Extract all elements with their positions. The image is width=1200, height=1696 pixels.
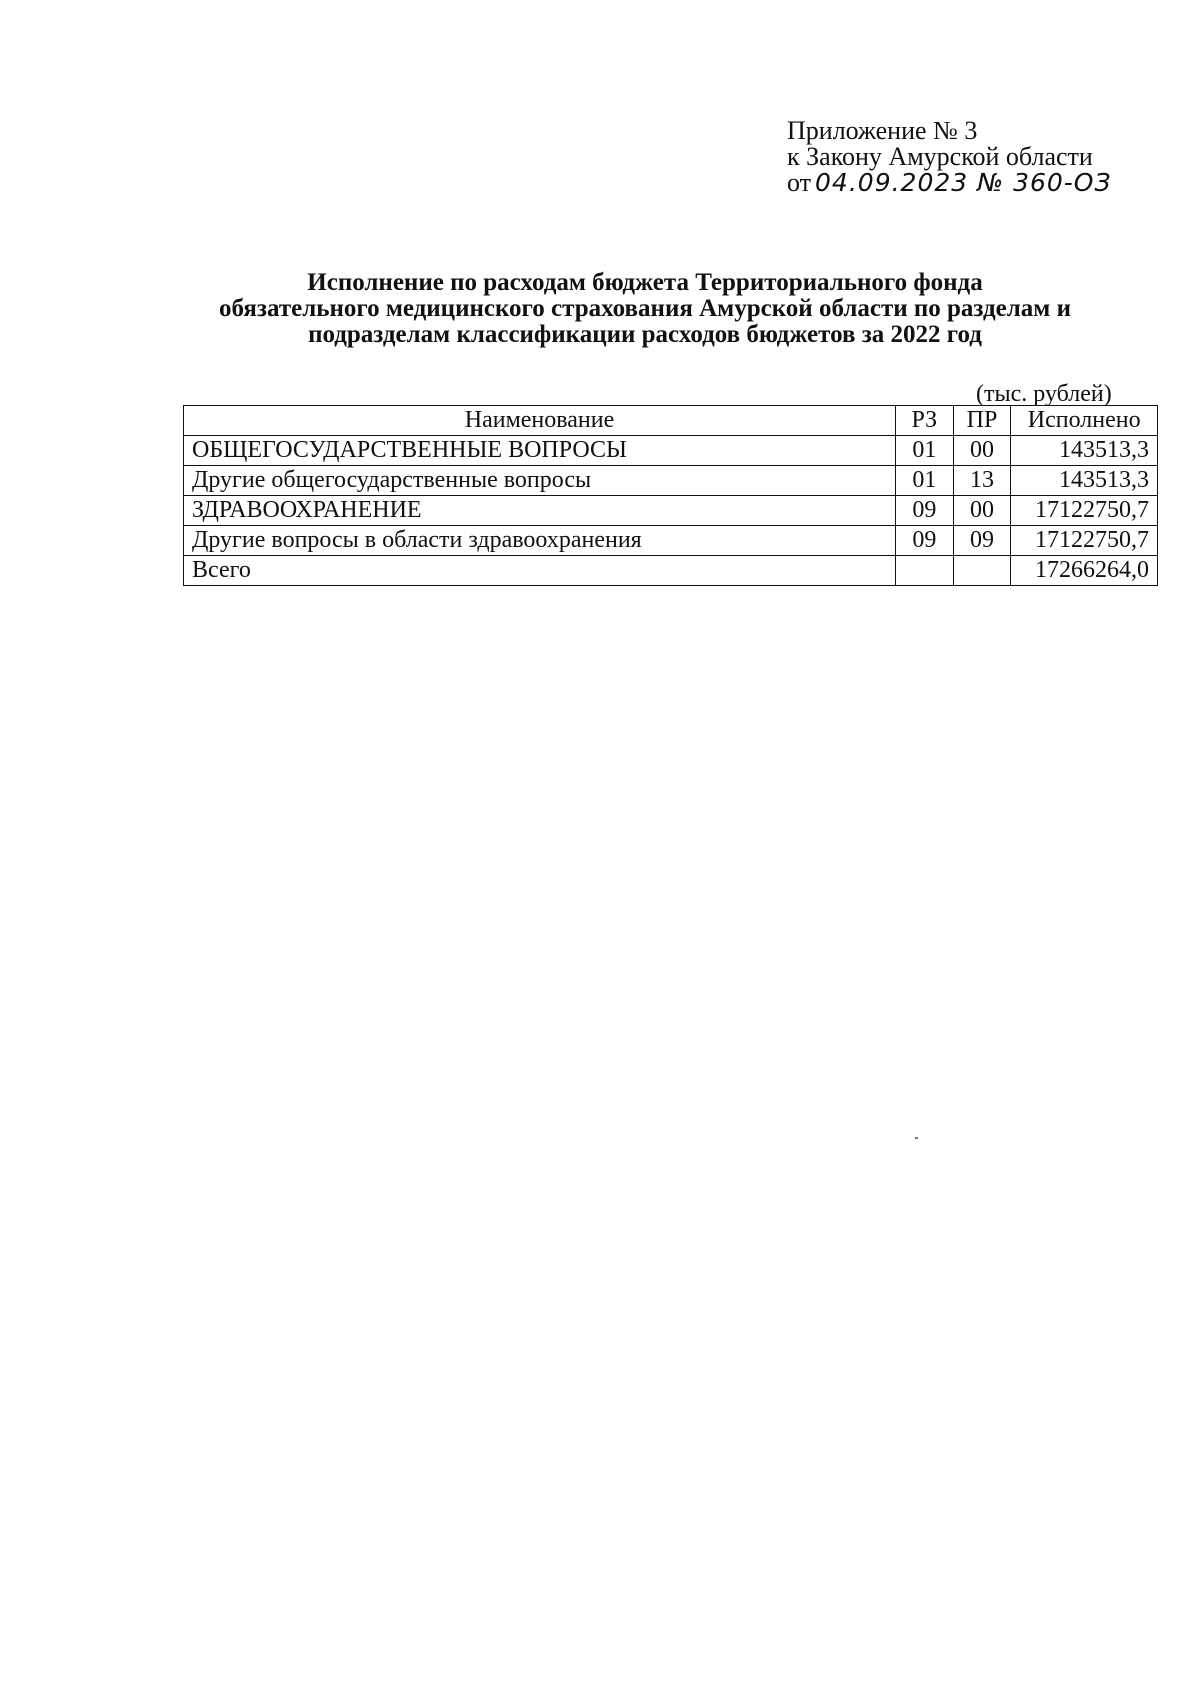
document-title xyxy=(180,270,1110,348)
title-line-1: Исполнение по расходам бюджета Территориального фонда xyxy=(307,269,983,296)
budget-table xyxy=(183,405,1158,586)
table-total-row xyxy=(184,556,1158,586)
appendix-law-reference: к Закону Амурской области xyxy=(787,142,1093,171)
title-line-2: обязательного медицинского страхования Амурской области по разделам и xyxy=(219,295,1071,322)
row-pr: 00 xyxy=(953,436,1011,466)
row-rz: 09 xyxy=(896,496,954,526)
row-name: Другие общегосударственные вопросы xyxy=(184,466,896,496)
row-value: 143513,3 xyxy=(1011,466,1158,496)
table-row xyxy=(184,496,1158,526)
row-pr: 13 xyxy=(953,466,1011,496)
table-row xyxy=(184,526,1158,556)
header-pr: ПР xyxy=(953,406,1011,436)
header-rz: РЗ xyxy=(896,406,954,436)
row-value: 143513,3 xyxy=(1011,436,1158,466)
total-rz xyxy=(896,556,954,586)
appendix-header xyxy=(787,118,1112,196)
row-value: 17122750,7 xyxy=(1011,496,1158,526)
row-pr: 09 xyxy=(953,526,1011,556)
row-name: Другие вопросы в области здравоохранения xyxy=(184,526,896,556)
table-header-row xyxy=(184,406,1158,436)
row-rz: 01 xyxy=(896,466,954,496)
row-value: 17122750,7 xyxy=(1011,526,1158,556)
table-row xyxy=(184,436,1158,466)
appendix-date-line xyxy=(787,170,1112,196)
scan-speck xyxy=(915,1137,918,1139)
header-name: Наименование xyxy=(184,406,896,436)
total-pr xyxy=(953,556,1011,586)
row-pr: 00 xyxy=(953,496,1011,526)
row-rz: 09 xyxy=(896,526,954,556)
units-label: (тыс. рублей) xyxy=(976,381,1112,407)
total-label: Всего xyxy=(184,556,896,586)
title-line-3: подразделам классификации расходов бюджетов за 2022 год xyxy=(308,321,982,348)
appendix-handwritten-date: 04.09.2023 № 360-ОЗ xyxy=(815,168,1112,197)
row-rz: 01 xyxy=(896,436,954,466)
appendix-date-prefix: от xyxy=(787,168,812,197)
header-value: Исполнено xyxy=(1011,406,1158,436)
total-value: 17266264,0 xyxy=(1011,556,1158,586)
row-name: ОБЩЕГОСУДАРСТВЕННЫЕ ВОПРОСЫ xyxy=(184,436,896,466)
row-name: ЗДРАВООХРАНЕНИЕ xyxy=(184,496,896,526)
appendix-number: Приложение № 3 xyxy=(787,116,978,145)
table-row xyxy=(184,466,1158,496)
